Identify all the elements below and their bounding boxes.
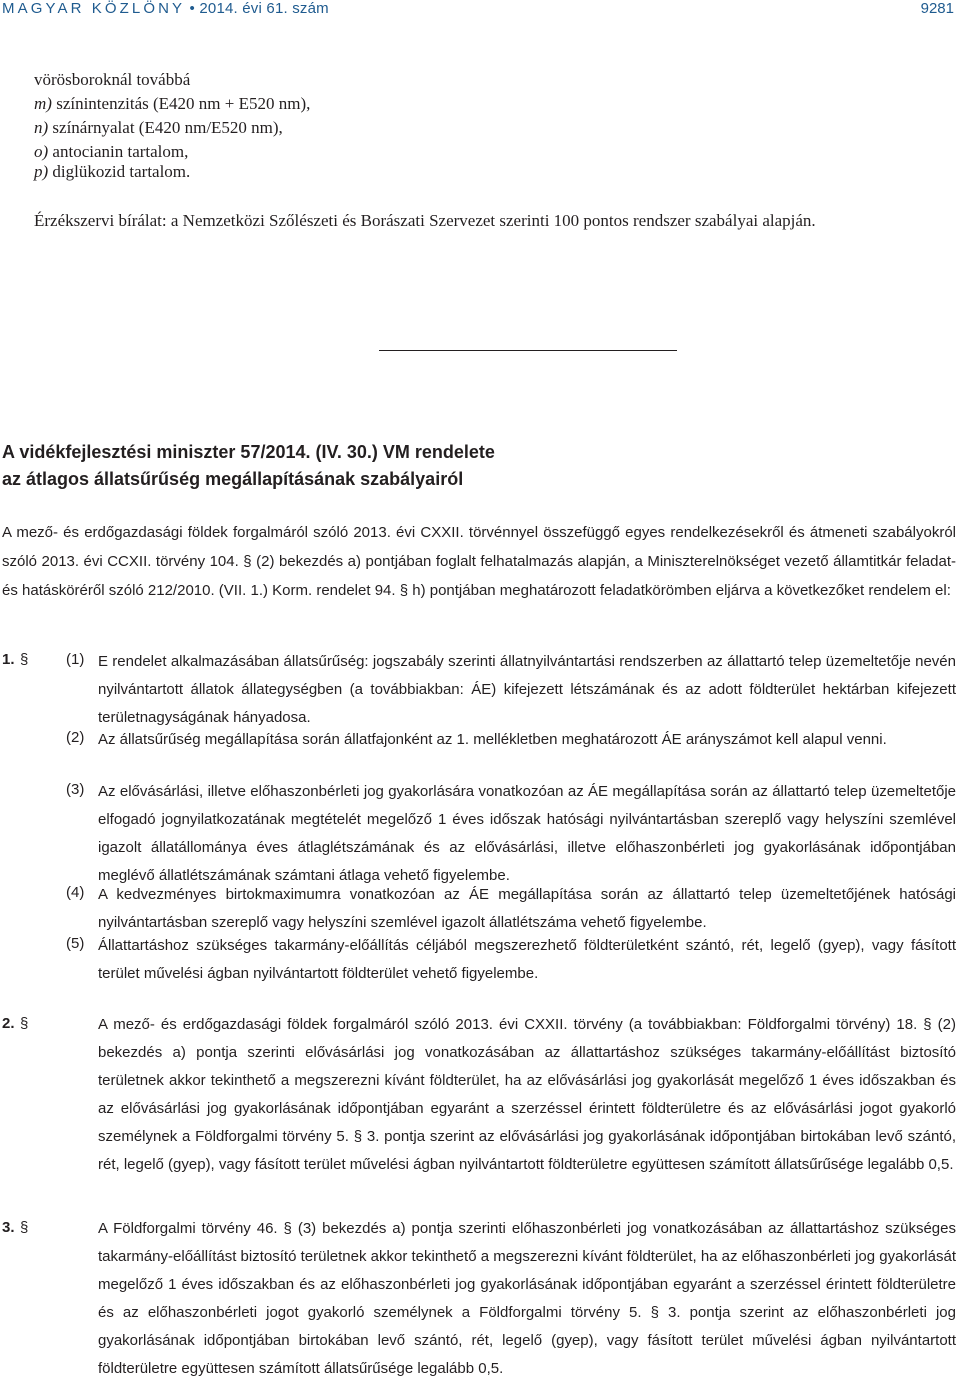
intro-item-p <box>34 160 190 184</box>
section-sign: § <box>20 651 29 668</box>
intro-lead: vörösboroknál továbbá <box>34 70 191 89</box>
decree-title: A vidékfejlesztési miniszter 57/2014. (IV. 30.) VM rendelete <box>2 442 495 462</box>
page-number: 9281 <box>920 0 954 17</box>
header-bullet: • <box>189 0 195 17</box>
intro-item-letter: m) <box>34 94 52 113</box>
preamble: A mező- és erdőgazdasági földek forgalmáról szóló 2013. évi CXXII. törvénnyel összefüggő egyes rendelkezésekről és átmeneti szabályokról szóló 2013. évi CCXII. törvény 104. § (2) bekezdés a) pontjában foglalt felhatalmazás alapján, a Miniszterelnökséget vezető államtitkár feladat- és hatásköréről szóló 212/2010. (VII. 1.) Korm. rendelet 94. § h) pontjában meghatározott feladatkörömben eljárva a következőket rendelem el: <box>2 524 956 599</box>
intro-item-letter: n) <box>34 118 49 137</box>
subsection-number: (3) <box>66 781 85 798</box>
decree-subtitle: az átlagos állatsűrűség megállapításának szabályairól <box>2 469 464 489</box>
subsection-text: A kedvezményes birtokmaximumra vonatkozóan az ÁE megállapítása során az állattartó telep üzemeltetőjének hatósági nyilvántartásban szereplő vagy helyszíni szemlével igazolt állatlétszáma vehető figyelembe. <box>98 886 956 931</box>
subsection-number: (1) <box>66 651 85 668</box>
separator-line <box>379 350 677 351</box>
section-3-number: 3. <box>2 1219 15 1236</box>
section-1-number: 1. <box>2 651 15 668</box>
subsection-number: (2) <box>66 729 85 746</box>
section-sign: § <box>20 1219 29 1236</box>
intro-item-letter: p) <box>34 162 49 181</box>
intro-item-text: antocianin tartalom, <box>52 142 189 161</box>
subsection-text: Az állatsűrűség megállapítása során állatfajonként az 1. mellékletben meghatározott ÁE arányszámot kell alapul venni. <box>98 731 887 748</box>
sensory-paragraph: Érzékszervi bírálat: a Nemzetközi Szőlészeti és Borászati Szervezet szerinti 100 pontos rendszer szabályai alapján. <box>34 211 816 230</box>
intro-item-text: diglükozid tartalom. <box>52 162 191 181</box>
intro-item-text: színintenzitás (E420 nm + E520 nm), <box>56 94 311 113</box>
section-2-text: A mező- és erdőgazdasági földek forgalmáról szóló 2013. évi CXXII. törvény (a továbbiakban: Földforgalmi törvény) 18. § (2) bekezdés a) pontja szerinti elővásárlási jog vonatkozásában az állattartáshoz szükséges takarmány-előállítást biztosító területnek akkor tekinthető a megszerezni kívánt földterület, ha az elővásárlási jog gyakorlását megelőző 1 éves időszakban és az elővásárlási jog gyakorlásának időpontjában egyaránt a szerzéssel érintett földterületre és az elővásárlási jogot gyakorló személynek a Földforgalmi törvény 5. § 3. pontja szerint az elővásárlási jog gyakorlásának időpontjában birtokában levő szántó, rét, legelő (gyep), vagy fásított terület művelési ágban nyilvántartott földterületre együttesen számított állatsűrűsége legalább 0,5. <box>98 1016 956 1173</box>
subsection-number: (4) <box>66 884 85 901</box>
intro-item-text: színárnyalat (E420 nm/E520 nm), <box>52 118 283 137</box>
intro-item-m <box>34 92 310 116</box>
subsection-text: Állattartáshoz szükséges takarmány-előállítás céljából megszerezhető földterületként szántó, rét, legelő (gyep), vagy fásított terület művelési ágban nyilvántartott földterület vehető figyelembe. <box>98 937 956 982</box>
intro-item-n <box>34 116 283 140</box>
running-header <box>2 0 329 17</box>
journal-name: MAGYAR KÖZLÖNY <box>2 0 186 17</box>
subsection-text: Az elővásárlási, illetve előhaszonbérleti jog gyakorlására vonatkozóan az ÁE megállapítása során az állattartó telep üzemeltetője elfogadó jognyilatkozatának megtételét megelőző 1 éves időszak hatósági nyilvántartásban szereplő vagy helyszíni szemlével igazolt állatállománya éves átlaglétszámának és az elővásárlási, illetve előhaszonbérleti jog gyakorlásának időpontjában meglévő állatlétszámának számtani átlaga vehető figyelembe. <box>98 783 956 884</box>
section-3-text: A Földforgalmi törvény 46. § (3) bekezdés a) pontja szerinti előhaszonbérleti jog vonatkozásában az állattartáshoz szükséges takarmány-előállítást biztosító területnek akkor tekinthető a megszerezni kívánt földterület, ha az előhaszonbérleti jog gyakorlását megelőző 1 éves időszakban és az előhaszonbérleti jog gyakorlásának időpontjában egyaránt a szerzéssel érintett földterületre és az előhaszonbérleti jogot gyakorló személynek a Földforgalmi törvény 5. § 3. pontja szerint az előhaszonbérleti jog gyakorlásának időpontjában birtokában levő szántó, rét, legelő (gyep), vagy fásított terület művelési ágban nyilvántartott földterületre együttesen számított állatsűrűsége legalább 0,5. <box>98 1220 956 1377</box>
section-2-number: 2. <box>2 1015 15 1032</box>
intro-item-letter: o) <box>34 142 49 161</box>
section-sign: § <box>20 1015 29 1032</box>
subsection-text: E rendelet alkalmazásában állatsűrűség: jogszabály szerinti állatnyilvántartási rendszerben az állattartó telep üzemeltetője nevén nyilvántartott állatok állategységben (a továbbiakban: ÁE) kifejezett létszámának és az adott földterület hektárban kifejezett területnagyságának hányadosa. <box>98 653 956 726</box>
subsection-number: (5) <box>66 935 85 952</box>
issue-label: 2014. évi 61. szám <box>199 0 329 17</box>
